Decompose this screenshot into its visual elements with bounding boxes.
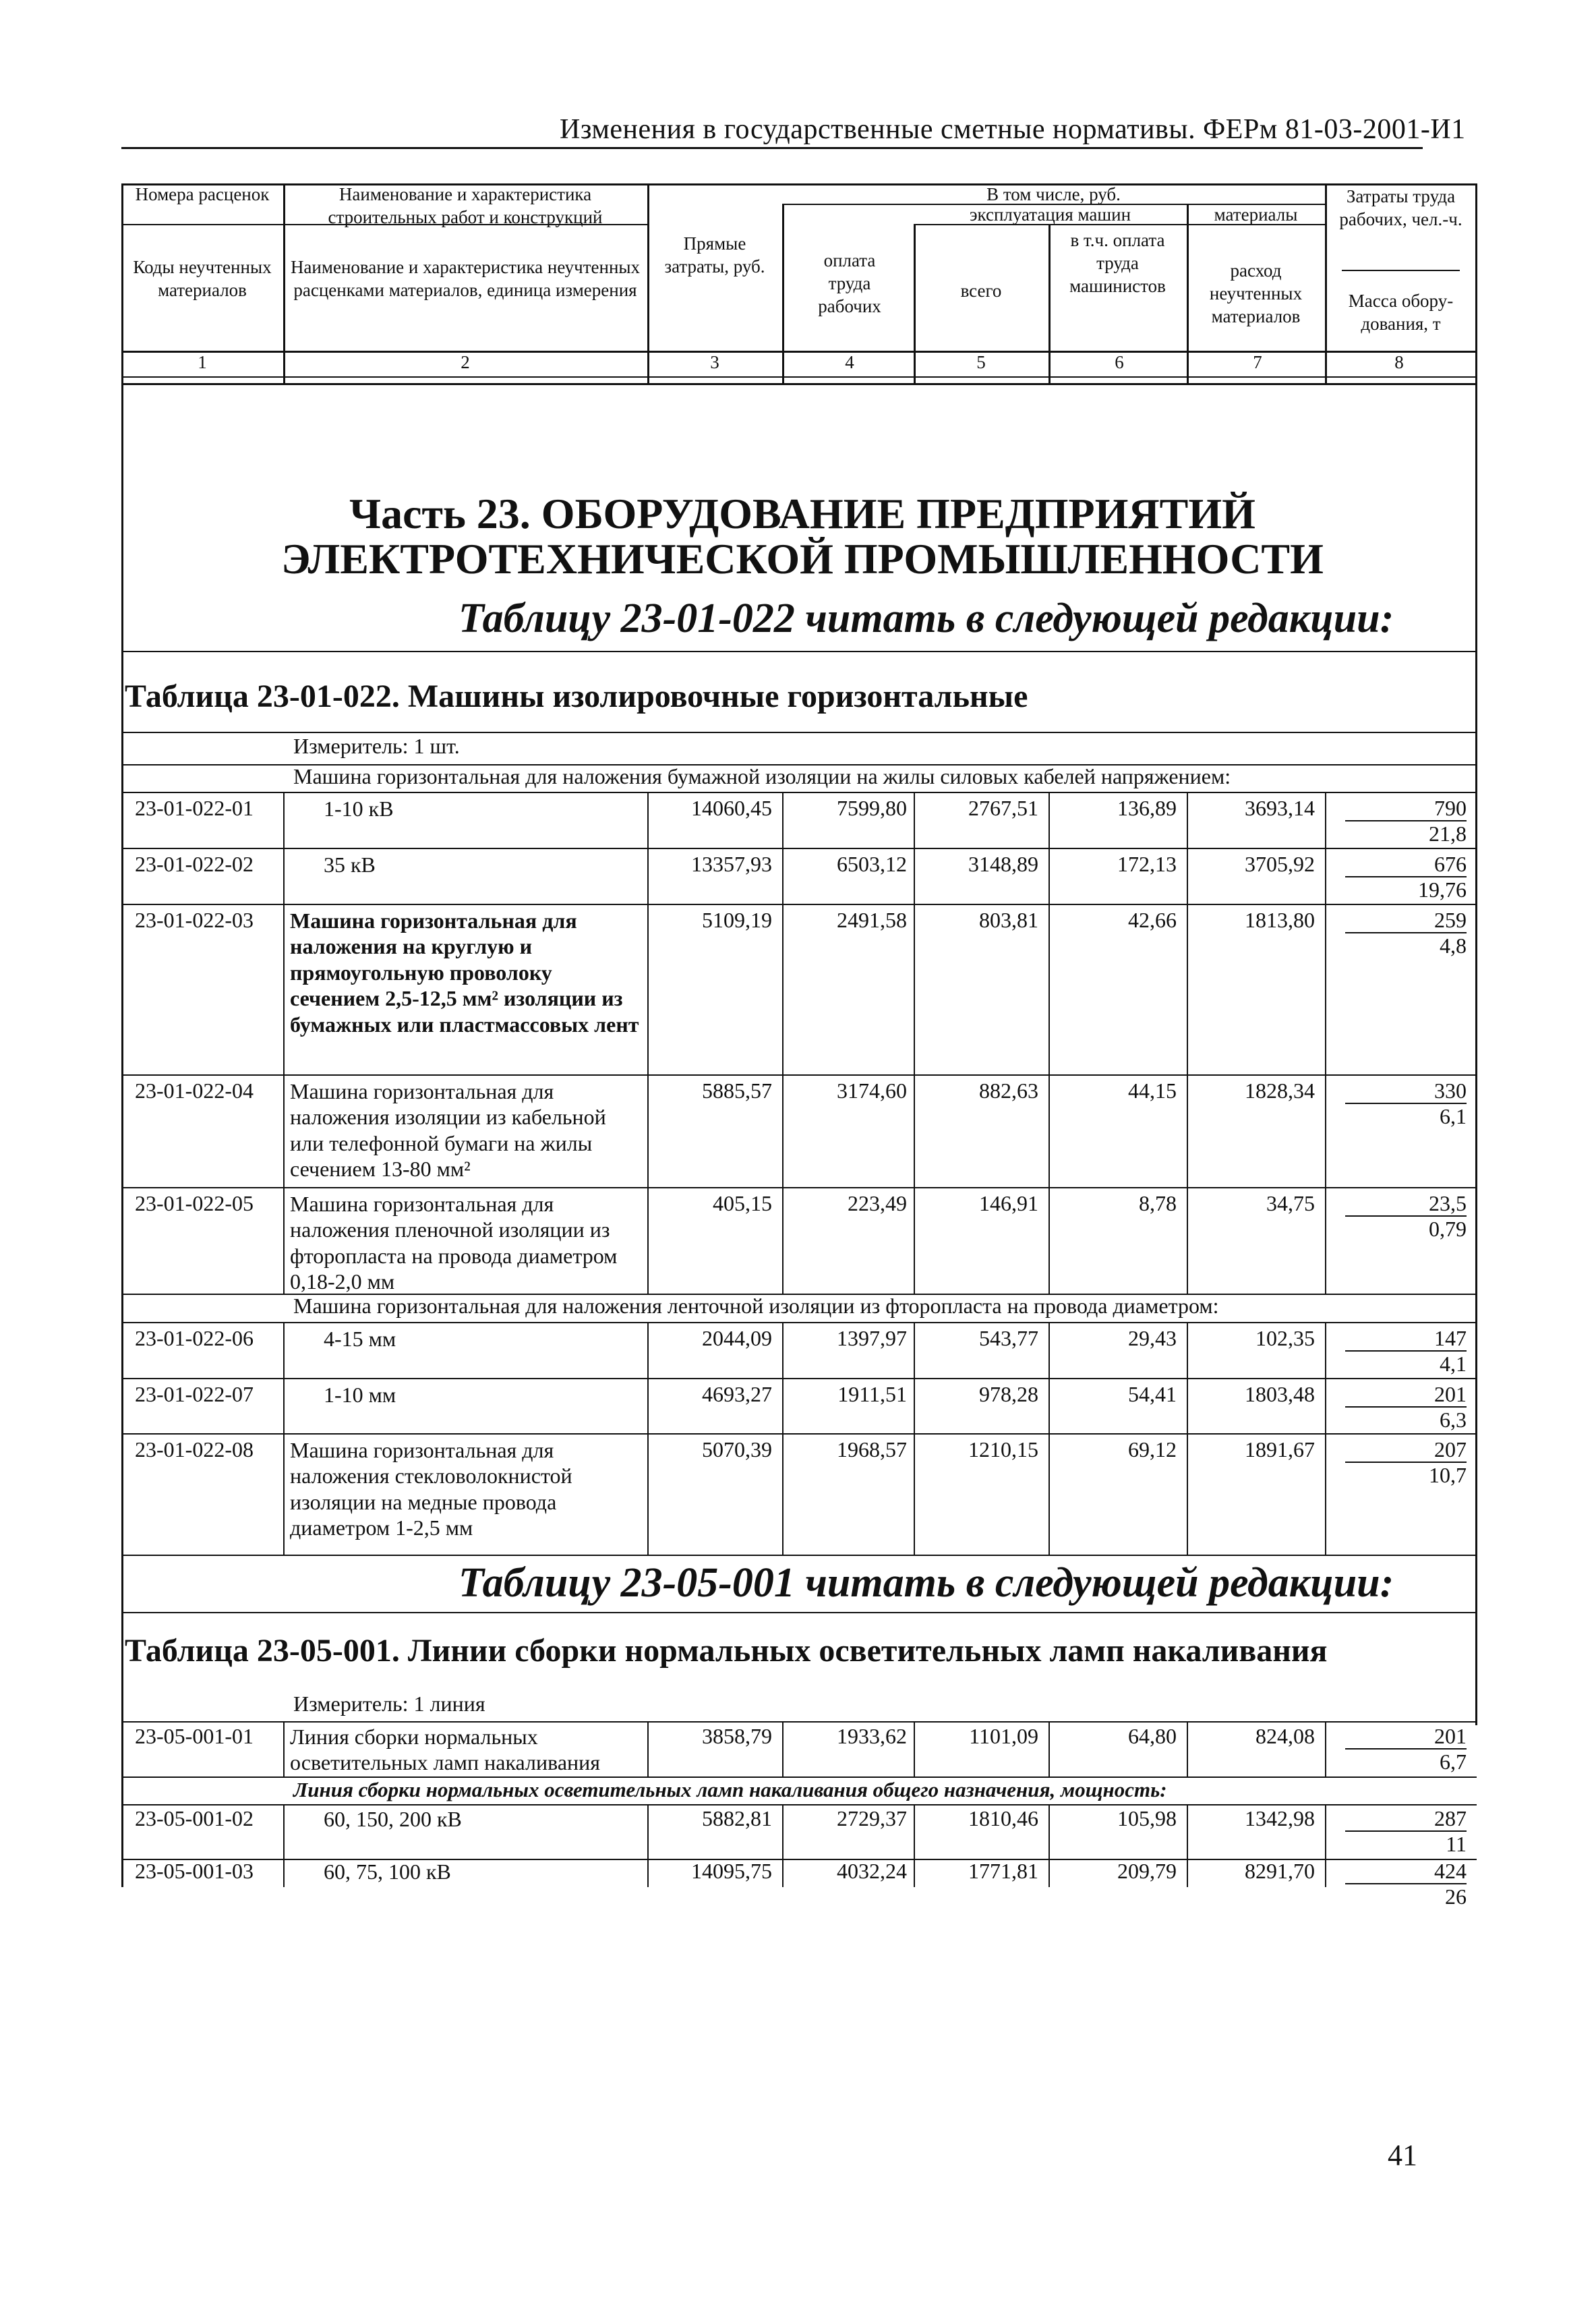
table-2-group-1: Линия сборки нормальных осветительных ламп накаливания общего назначения, мощность: [293,1778,1167,1801]
row-equipment-mass: 6,1 [1440,1104,1467,1128]
row-machines-labor: 42,66 [1128,908,1177,932]
column-number: 4 [845,352,854,372]
row-equipment-mass: 6,3 [1440,1408,1467,1432]
row-labor-pay: 4032,24 [837,1859,907,1883]
row-machines-total: 146,91 [979,1191,1038,1215]
row-labor-hours: 147 [1434,1326,1467,1350]
row-equipment-mass: 21,8 [1429,821,1467,846]
row-machines-total: 803,81 [979,908,1038,932]
row-materials: 1828,34 [1245,1078,1315,1103]
row-labor-hours: 424 [1434,1859,1467,1883]
row-labor-pay: 1397,97 [837,1326,907,1350]
row-labor-hours: 207 [1434,1437,1467,1462]
header-col1-top: Номера расценок [135,184,270,204]
row-code: 23-01-022-01 [135,796,254,820]
table-2-unit: Измеритель: 1 линия [293,1692,485,1716]
page-number: 41 [1388,2139,1417,2172]
row-materials: 824,08 [1255,1724,1315,1748]
row-materials: 1891,67 [1245,1437,1315,1462]
row-materials: 34,75 [1266,1191,1315,1215]
header-col3: Прямые затраты, руб. [664,233,765,277]
row-labor-hours: 287 [1434,1806,1467,1830]
redaction-note-1: Таблицу 23-01-022 читать в следующей редакции: [459,596,1394,641]
row-machines-labor: 69,12 [1128,1437,1177,1462]
row-machines-labor: 44,15 [1128,1078,1177,1103]
header-col2-bottom: Наименование и характеристика неучтенных расценками материалов, единица измерения [290,257,641,300]
row-labor-hours: 23,5 [1429,1191,1467,1215]
row-name: Машина горизонтальная для наложения изоляции из кабельной или телефонной бумаги на жилы сечением 13-80 мм² [290,1079,606,1182]
header-in-number: В том числе, руб. [986,184,1121,204]
row-equipment-mass: 26 [1445,1884,1467,1909]
row-direct-cost: 5070,39 [702,1437,772,1462]
row-direct-cost: 13357,93 [691,852,772,876]
row-materials: 1813,80 [1245,908,1315,932]
running-header: Изменения в государственные сметные нормативы. ФЕРм 81-03-2001-И1 [560,114,1466,145]
row-materials: 3693,14 [1245,796,1315,820]
row-code: 23-05-001-02 [135,1806,254,1830]
header-machines-incl: в т.ч. оплата труда машинистов [1069,230,1166,296]
row-direct-cost: 5882,81 [702,1806,772,1830]
row-name: 1-10 мм [324,1383,396,1407]
row-code: 23-01-022-02 [135,852,254,876]
row-machines-total: 2767,51 [968,796,1038,820]
row-direct-cost: 4693,27 [702,1382,772,1406]
row-labor-pay: 2729,37 [837,1806,907,1830]
row-name: 4-15 мм [324,1327,396,1351]
row-direct-cost: 5109,19 [702,908,772,932]
row-name: 60, 150, 200 кВ [324,1807,462,1831]
row-labor-pay: 6503,12 [837,852,907,876]
table-1-unit: Измеритель: 1 шт. [293,734,460,758]
row-machines-total: 3148,89 [968,852,1038,876]
row-name: 35 кВ [324,852,376,877]
table-1-group-2: Машина горизонтальная для наложения ленточной изоляции из фторопласта на провода диаметром: [293,1294,1219,1318]
row-machines-total: 1101,09 [969,1724,1038,1748]
row-machines-labor: 64,80 [1128,1724,1177,1748]
row-machines-labor: 172,13 [1117,852,1177,876]
column-number: 6 [1115,352,1124,372]
row-machines-total: 978,28 [979,1382,1038,1406]
header-col2-top: Наименование и характеристика строительных работ и конструкций [328,184,603,227]
row-labor-pay: 2491,58 [837,908,907,932]
row-name: Машина горизонтальная для наложения на круглую и прямоугольную проволоку сечением 2,5-12,5 мм² изоляции из бумажных или пластмассовых лент [290,908,639,1037]
row-labor-hours: 790 [1434,796,1467,820]
row-labor-pay: 7599,80 [837,796,907,820]
row-direct-cost: 14095,75 [691,1859,772,1883]
row-labor-hours: 330 [1434,1078,1467,1103]
row-machines-total: 543,77 [979,1326,1038,1350]
row-code: 23-01-022-05 [135,1191,254,1215]
row-machines-labor: 209,79 [1117,1859,1177,1883]
row-direct-cost: 2044,09 [702,1326,772,1350]
row-machines-total: 1210,15 [968,1437,1038,1462]
row-equipment-mass: 0,79 [1429,1217,1467,1241]
row-materials: 1803,48 [1245,1382,1315,1406]
redaction-note-2: Таблицу 23-05-001 читать в следующей редакции: [459,1560,1394,1606]
row-direct-cost: 3858,79 [702,1724,772,1748]
row-name: Линия сборки нормальных осветительных ламп накаливания [290,1725,600,1775]
header-machines: эксплуатация машин [969,204,1131,225]
row-labor-pay: 223,49 [848,1191,907,1215]
row-equipment-mass: 19,76 [1418,877,1467,902]
column-number: 7 [1253,352,1262,372]
row-machines-labor: 136,89 [1117,796,1177,820]
header-rule [121,147,1423,149]
row-materials: 102,35 [1255,1326,1315,1350]
part-title: Часть 23. ОБОРУДОВАНИЕ ПРЕДПРИЯТИЙ ЭЛЕКТРОТЕХНИЧЕСКОЙ ПРОМЫШЛЕННОСТИ [281,490,1324,583]
row-equipment-mass: 11 [1446,1832,1467,1856]
row-name: Машина горизонтальная для наложения стекловолокнистой изоляции на медные провода диаметром 1-2,5 мм [290,1438,572,1540]
row-labor-pay: 3174,60 [837,1078,907,1103]
row-machines-total: 1810,46 [968,1806,1038,1830]
table-1-group-1: Машина горизонтальная для наложения бумажной изоляции на жилы силовых кабелей напряжением: [293,764,1231,788]
row-materials: 1342,98 [1245,1806,1315,1830]
row-materials: 3705,92 [1245,852,1315,876]
row-equipment-mass: 4,8 [1440,933,1467,958]
row-direct-cost: 405,15 [713,1191,772,1215]
row-machines-labor: 105,98 [1117,1806,1177,1830]
column-number: 2 [461,352,470,372]
header-col8-top: Затраты труда рабочих, чел.-ч. [1339,186,1462,229]
header-materials-unaccounted: расход неучтенных материалов [1209,260,1303,326]
row-labor-pay: 1911,51 [837,1382,907,1406]
header-machines-total: всего [960,281,1002,301]
column-number: 5 [976,352,986,372]
row-code: 23-05-001-03 [135,1859,254,1883]
row-labor-hours: 259 [1434,908,1467,932]
row-code: 23-05-001-01 [135,1724,254,1748]
table-1-title: Таблица 23-01-022. Машины изолировочные горизонтальные [125,678,1028,714]
column-number: 3 [710,352,719,372]
header-materials: материалы [1214,204,1298,225]
row-equipment-mass: 6,7 [1440,1750,1467,1774]
header-col1-bottom: Коды неучтенных материалов [133,257,272,300]
column-number: 1 [198,352,207,372]
row-labor-hours: 676 [1434,852,1467,876]
row-labor-pay: 1968,57 [837,1437,907,1462]
row-name: 60, 75, 100 кВ [324,1859,451,1884]
header-col8-bottom: Масса обору-дования, т [1348,291,1454,334]
row-machines-labor: 54,41 [1128,1382,1177,1406]
row-code: 23-01-022-04 [135,1078,254,1103]
row-machines-labor: 8,78 [1139,1191,1177,1215]
row-name: Машина горизонтальная для наложения пленочной изоляции из фторопласта на провода диаметром 0,18-2,0 мм [290,1192,618,1294]
row-direct-cost: 14060,45 [691,796,772,820]
row-name: 1-10 кВ [324,797,394,821]
row-code: 23-01-022-03 [135,908,254,932]
row-machines-labor: 29,43 [1128,1326,1177,1350]
row-code: 23-01-022-06 [135,1326,254,1350]
column-number: 8 [1394,352,1404,372]
row-direct-cost: 5885,57 [702,1078,772,1103]
row-labor-hours: 201 [1434,1724,1467,1748]
row-equipment-mass: 4,1 [1440,1352,1467,1376]
row-code: 23-01-022-08 [135,1437,254,1462]
row-labor-pay: 1933,62 [837,1724,907,1748]
table-2-title: Таблица 23-05-001. Линии сборки нормальных осветительных ламп накаливания [125,1633,1328,1669]
row-machines-total: 882,63 [979,1078,1038,1103]
row-machines-total: 1771,81 [968,1859,1038,1883]
row-materials: 8291,70 [1245,1859,1315,1883]
header-labor-pay: оплата труда рабочих [818,250,881,316]
row-equipment-mass: 10,7 [1429,1463,1467,1487]
row-labor-hours: 201 [1434,1382,1467,1406]
row-code: 23-01-022-07 [135,1382,254,1406]
